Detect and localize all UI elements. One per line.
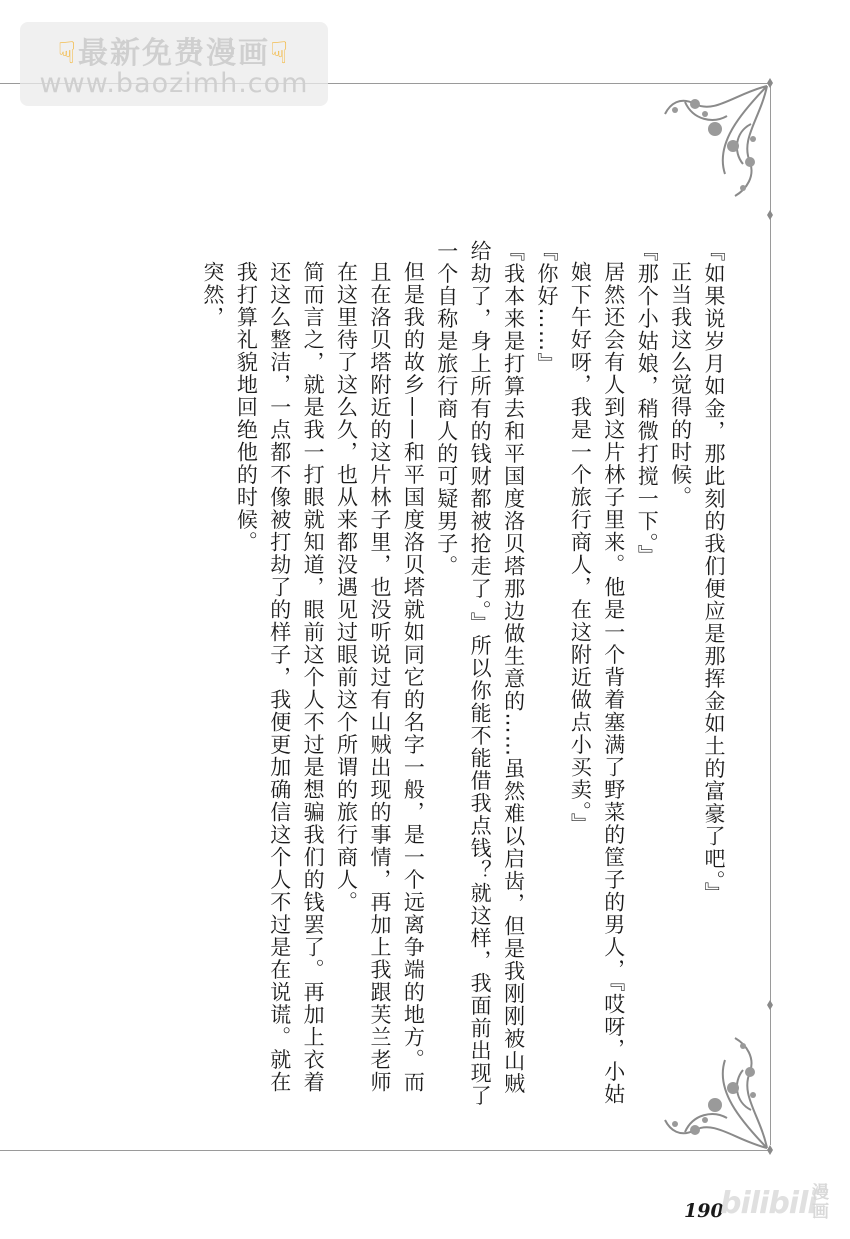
right-rule-top-diamond	[767, 210, 773, 220]
pointing-down-hand-icon: ☟	[57, 36, 78, 71]
paragraph: 简而言之，就是我一打眼就知道，眼前这个人不过是想骗我们的钱罢了。再加上衣着还这么整洁，一点都不像被打劫了的样子，我便更加确信这个人不过是在说谎。就在我打算礼貌地回绝他的时候。	[234, 261, 326, 1094]
paragraph: 居然还会有人到这片林子里来。他是一个背着塞满了野菜的筐子的男人，『哎呀，小姑娘下午好呀，我是一个旅行商人，在这附近做点小买卖。』	[568, 261, 626, 1106]
vertical-text-column	[196, 240, 731, 1110]
watermark-badge	[20, 22, 328, 106]
top-right-ornament	[655, 84, 770, 204]
paragraph: 『那个小姑娘，稍微打搅一下。』	[635, 240, 660, 567]
paragraph: 『我本来是打算去和平国度洛贝塔那边做生意的……虽然难以启齿，但是我刚刚被山贼给劫了，身上所有的钱财都被抢走了。』所以你能不能借我点钱？就这样，我面前出现了一个自称是旅行商人的可疑男子。	[434, 240, 526, 1107]
bottom-rule	[0, 1150, 768, 1151]
paragraph: 突然，	[200, 261, 225, 329]
watermark-url: www.baozimh.com	[39, 68, 309, 99]
bilibili-logo: bilibili	[720, 1186, 817, 1221]
right-rule-bottom-diamond	[767, 1000, 773, 1010]
paragraph: 正当我这么觉得的时候。	[668, 261, 693, 509]
paragraph: 但是我的故乡——和平国度洛贝塔就如同它的名字一般，是一个远离争端的地方。而且在洛贝塔附近的这片林子里，也没听说过有山贼出现的事情，再加上我跟芙兰老师在这里待了这么久，也从来都没遇见过眼前这个所谓的旅行商人。	[334, 261, 426, 1094]
paragraph: 『如果说岁月如金，那此刻的我们便应是那挥金如土的富豪了吧。』	[702, 240, 726, 905]
brand-manhua-label: 漫画	[812, 1183, 829, 1222]
right-rule	[770, 85, 771, 1145]
pointing-down-hand-icon: ☟	[270, 36, 291, 71]
watermark-title-row	[20, 28, 328, 72]
page-number: 190	[684, 1200, 724, 1222]
paragraph: 『你好……』	[534, 240, 559, 375]
watermark-title: 最新免费漫画	[78, 36, 270, 71]
